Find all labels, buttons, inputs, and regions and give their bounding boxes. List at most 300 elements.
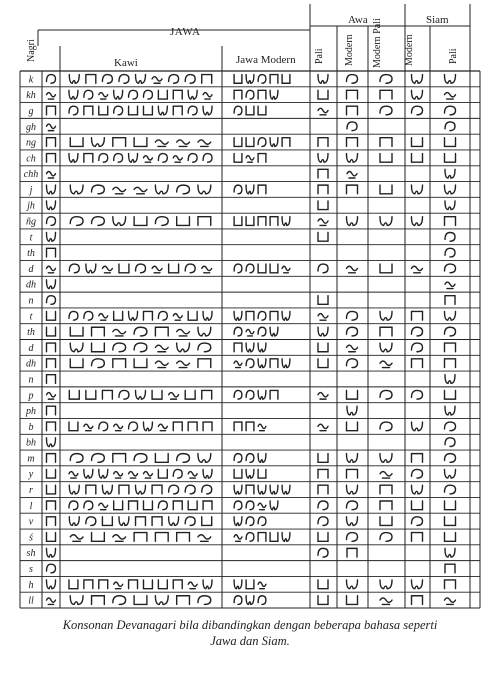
jawa-modern-glyph (246, 156, 254, 163)
kawi-glyph (203, 422, 212, 431)
nagri-glyph (47, 311, 56, 320)
siam-pali-glyph (445, 422, 456, 431)
jawa-modern-glyph (270, 359, 278, 368)
figure-caption-line-1: Konsonan Devanagari bila dibandingkan dengan beberapa bahasa seperti (62, 618, 438, 632)
awa-modern-glyph (347, 171, 357, 178)
nagri-glyph (47, 485, 56, 494)
kawi-glyph (119, 517, 129, 526)
siam-modern-glyph (412, 311, 423, 320)
kawi-glyph (92, 185, 105, 194)
siam-pali-glyph (445, 282, 455, 289)
awa-modern-glyph (347, 90, 358, 99)
awa-modern-glyph (347, 75, 358, 84)
kawi-glyph (155, 217, 168, 226)
nagri-glyph (47, 501, 56, 510)
kawi-glyph (69, 485, 79, 494)
row-label: r (29, 485, 33, 497)
jawa-modern-glyph (234, 517, 242, 526)
kawi-glyph (185, 390, 195, 399)
kawi-glyph (70, 327, 83, 336)
kawi-glyph (129, 472, 138, 479)
jawa-modern-glyph (246, 185, 254, 194)
row-label: v (28, 516, 34, 528)
nagri-glyph (47, 232, 56, 241)
nagri-glyph (47, 201, 56, 210)
nagri-glyph (47, 106, 56, 115)
kawi-glyph (177, 217, 190, 226)
siam-modern-glyph (412, 359, 423, 368)
awa-pali-glyph (318, 185, 328, 194)
jawa-modern-glyph (234, 311, 242, 320)
nagri-glyph (47, 185, 56, 194)
jawa-modern-glyph (258, 359, 266, 368)
siam-pali-glyph (445, 598, 456, 605)
kawi-glyph (158, 106, 167, 115)
kawi-glyph (69, 472, 78, 479)
row-label: ś (29, 532, 33, 544)
awa-modern-pali-glyph (380, 390, 392, 399)
jawa-modern-glyph (234, 264, 242, 273)
siam-pali-glyph (445, 564, 455, 573)
nagri-glyph (47, 296, 56, 305)
awa-modern-glyph (347, 548, 357, 557)
jawa-modern-glyph (270, 217, 278, 226)
jawa-modern-glyph (282, 138, 290, 147)
kawi-glyph (152, 485, 162, 494)
kawi-glyph (202, 266, 212, 273)
kawi-glyph (198, 535, 211, 542)
header-kawi: Kawi (114, 57, 138, 69)
kawi-glyph (114, 106, 123, 115)
kawi-glyph (84, 311, 93, 320)
kawi-glyph (169, 485, 179, 494)
siam-pali-glyph (445, 217, 456, 226)
jawa-modern-glyph (234, 185, 242, 194)
kawi-glyph (70, 217, 83, 226)
awa-pali-glyph (318, 343, 328, 352)
jawa-modern-glyph (234, 485, 242, 494)
nagri-glyph (47, 343, 56, 352)
figure-caption-line-2: Jawa dan Siam. (210, 634, 290, 648)
siam-modern-glyph (412, 517, 423, 526)
siam-pali-glyph (445, 154, 456, 163)
jawa-modern-glyph (258, 424, 266, 431)
jawa-modern-glyph (258, 217, 266, 226)
kawi-glyph (152, 390, 162, 399)
kawi-glyph (177, 533, 190, 542)
kawi-glyph (134, 359, 147, 368)
awa-pali-glyph (318, 75, 328, 84)
awa-pali-glyph (318, 424, 328, 431)
jawa-modern-glyph (258, 503, 266, 510)
nagri-glyph (47, 517, 56, 526)
kawi-glyph (173, 501, 182, 510)
nagri-glyph (47, 327, 56, 336)
kawi-glyph (173, 580, 182, 589)
header-jawa-modern: Jawa Modern (236, 54, 296, 66)
row-label: dh (26, 279, 36, 291)
awa-modern-glyph (347, 533, 358, 542)
kawi-glyph (188, 90, 197, 99)
jawa-modern-glyph (246, 359, 254, 368)
jawa-modern-glyph (282, 217, 290, 226)
awa-modern-pali-glyph (380, 517, 392, 526)
kawi-glyph (86, 390, 96, 399)
jawa-modern-glyph (234, 361, 242, 368)
awa-modern-glyph (347, 406, 357, 415)
row-label: d (28, 263, 34, 275)
jawa-modern-glyph (270, 264, 278, 273)
siam-modern-glyph (412, 90, 423, 99)
row-label: dh (26, 358, 36, 370)
siam-pali-glyph (445, 390, 456, 399)
siam-modern-glyph (412, 327, 423, 336)
siam-pali-glyph (445, 580, 456, 589)
jawa-modern-glyph (258, 185, 266, 194)
jawa-modern-glyph (234, 469, 242, 478)
awa-modern-glyph (347, 485, 358, 494)
awa-pali-glyph (318, 232, 328, 241)
jawa-modern-glyph (246, 469, 254, 478)
jawa-modern-glyph (258, 343, 266, 352)
jawa-modern-glyph (246, 138, 254, 147)
kawi-glyph (155, 596, 168, 605)
kawi-glyph (69, 90, 78, 99)
kawi-glyph (70, 185, 83, 194)
awa-pali-glyph (318, 138, 328, 147)
kawi-glyph (136, 485, 146, 494)
jawa-modern-glyph (258, 533, 266, 542)
kawi-glyph (143, 501, 152, 510)
kawi-glyph (158, 424, 167, 431)
kawi-glyph (102, 75, 112, 84)
row-label: ñg (26, 216, 36, 228)
kawi-glyph (70, 138, 83, 147)
siam-pali-glyph (445, 469, 456, 478)
kawi-glyph (70, 535, 83, 542)
row-label: h (28, 579, 34, 591)
kawi-glyph (84, 90, 93, 99)
jawa-modern-glyph (234, 75, 242, 84)
siam-pali-glyph (445, 548, 455, 557)
kawi-glyph (143, 580, 152, 589)
jawa-modern-glyph (258, 390, 266, 399)
kawi-glyph (69, 422, 78, 431)
row-label: kh (26, 90, 36, 102)
kawi-glyph (177, 361, 190, 368)
kawi-glyph (173, 314, 182, 321)
jawa-modern-glyph (270, 75, 278, 84)
awa-modern-glyph (347, 517, 358, 526)
siam-modern-glyph (412, 185, 423, 194)
kawi-glyph (113, 535, 126, 542)
kawi-glyph (136, 264, 146, 273)
siam-modern-glyph (412, 454, 423, 463)
kawi-glyph (114, 90, 123, 99)
awa-pali-glyph (318, 201, 328, 210)
siam-pali-glyph (445, 359, 456, 368)
kawi-glyph (86, 264, 96, 273)
awa-pali-glyph (318, 501, 328, 510)
nagri-glyph (47, 280, 56, 289)
row-label: g (28, 105, 34, 117)
jawa-modern-glyph (270, 485, 278, 494)
kawi-glyph (136, 390, 146, 399)
kawi-glyph (102, 390, 112, 399)
nagri-glyph (47, 138, 56, 147)
kawi-glyph (134, 596, 147, 605)
jawa-modern-glyph (258, 327, 266, 336)
nagri-glyph (47, 548, 56, 557)
awa-modern-pali-glyph (380, 598, 392, 605)
siam-modern-glyph (412, 75, 423, 84)
row-label: s (29, 563, 33, 575)
awa-modern-glyph (347, 217, 358, 226)
nagri-glyph (47, 422, 56, 431)
siam-modern-glyph (412, 390, 423, 399)
nagri-glyph (47, 217, 56, 226)
jawa-modern-glyph (246, 329, 254, 336)
jawa-modern-glyph (234, 327, 242, 336)
kawi-glyph (203, 93, 212, 100)
kawi-glyph (69, 390, 79, 399)
kawi-glyph (198, 359, 211, 368)
jawa-modern-glyph (246, 580, 254, 589)
awa-modern-glyph (347, 327, 358, 336)
kawi-glyph (99, 106, 108, 115)
row-label: gh (26, 121, 36, 133)
siam-modern-glyph (412, 154, 423, 163)
jawa-modern-glyph (258, 469, 266, 478)
jawa-modern-glyph (246, 596, 254, 605)
nagri-glyph (47, 359, 56, 368)
jawa-modern-glyph (246, 390, 254, 399)
nagri-glyph (47, 454, 56, 463)
jawa-modern-glyph (258, 90, 266, 99)
kawi-glyph (129, 422, 138, 431)
kawi-glyph (113, 596, 126, 605)
kawi-glyph (198, 327, 211, 336)
jawa-modern-glyph (258, 75, 266, 84)
awa-modern-pali-glyph (380, 327, 392, 336)
kawi-glyph (102, 517, 112, 526)
kawi-glyph (158, 580, 167, 589)
kawi-glyph (99, 580, 108, 589)
kawi-glyph (114, 501, 123, 510)
jawa-modern-glyph (282, 485, 290, 494)
nagri-glyph (47, 75, 56, 84)
awa-modern-glyph (347, 580, 358, 589)
kawi-glyph (158, 90, 167, 99)
row-label: ph (26, 406, 36, 418)
jawa-modern-glyph (282, 533, 290, 542)
kawi-glyph (114, 154, 123, 163)
row-label: k (28, 74, 34, 86)
awa-pali-glyph (318, 108, 328, 115)
kawi-glyph (113, 359, 126, 368)
nagri-glyph (47, 393, 56, 400)
kawi-glyph (99, 469, 108, 478)
jawa-modern-glyph (282, 359, 290, 368)
awa-modern-glyph (347, 390, 358, 399)
kawi-glyph (129, 154, 138, 163)
jawa-modern-glyph (258, 138, 266, 147)
kawi-glyph (185, 75, 195, 84)
kawi-glyph (152, 77, 162, 84)
siam-modern-glyph (412, 485, 423, 494)
siam-pali-glyph (445, 122, 455, 131)
kawi-glyph (84, 469, 93, 478)
kawi-glyph (177, 185, 190, 194)
siam-pali-glyph (445, 406, 455, 415)
awa-modern-pali-glyph (380, 485, 392, 494)
jawa-modern-glyph (258, 454, 266, 463)
jawa-modern-glyph (282, 311, 290, 320)
jawa-modern-glyph (246, 217, 254, 226)
awa-modern-pali-glyph (380, 154, 392, 163)
awa-modern-glyph (347, 501, 358, 510)
jawa-modern-glyph (234, 106, 242, 115)
jawa-modern-glyph (234, 138, 242, 147)
awa-pali-glyph (318, 296, 328, 305)
kawi-glyph (136, 75, 146, 84)
awa-pali-glyph (318, 154, 328, 163)
kawi-glyph (143, 422, 152, 431)
kawi-glyph (86, 75, 96, 84)
kawi-glyph (69, 75, 79, 84)
siam-pali-glyph (445, 93, 456, 100)
kawi-glyph (129, 90, 138, 99)
kawi-glyph (188, 501, 197, 510)
jawa-modern-glyph (246, 517, 254, 526)
siam-pali-glyph (445, 485, 456, 494)
awa-modern-pali-glyph (380, 75, 392, 84)
kawi-glyph (188, 154, 197, 163)
kawi-glyph (158, 469, 167, 478)
kawi-glyph (155, 361, 168, 368)
kawi-glyph (202, 390, 212, 399)
nagri-glyph (47, 93, 56, 100)
kawi-glyph (198, 596, 211, 605)
kawi-glyph (113, 329, 126, 336)
kawi-glyph (113, 343, 126, 352)
header-jawa: JAWA (170, 26, 201, 38)
row-label: l (29, 500, 33, 512)
siam-modern-glyph (412, 266, 423, 273)
kawi-glyph (203, 106, 212, 115)
jawa-modern-glyph (270, 90, 278, 99)
header-pali-siam: Pali (448, 48, 459, 64)
kawi-glyph (188, 472, 197, 479)
siam-modern-glyph (412, 501, 423, 510)
header-modern-pali: Modern Pali (372, 18, 383, 68)
awa-pali-glyph (318, 580, 328, 589)
siam-modern-glyph (412, 533, 423, 542)
kawi-glyph (185, 264, 195, 273)
awa-modern-pali-glyph (380, 533, 392, 542)
row-label: t (29, 311, 33, 323)
siam-pali-glyph (445, 106, 456, 115)
jawa-modern-glyph (246, 422, 254, 431)
kawi-glyph (173, 156, 182, 163)
siam-pali-glyph (445, 169, 455, 178)
awa-modern-pali-glyph (380, 311, 392, 320)
row-label: j (29, 184, 33, 196)
awa-pali-glyph (318, 169, 328, 178)
jawa-modern-glyph (234, 343, 242, 352)
kawi-glyph (129, 311, 138, 320)
kawi-glyph (198, 217, 211, 226)
kawi-glyph (188, 106, 197, 115)
kawi-glyph (84, 424, 93, 431)
siam-pali-glyph (445, 264, 456, 273)
awa-modern-pali-glyph (380, 106, 392, 115)
kawi-glyph (143, 106, 152, 115)
kawi-glyph (198, 343, 211, 352)
kawi-glyph (70, 359, 83, 368)
kawi-glyph (92, 359, 105, 368)
jawa-modern-glyph (234, 90, 242, 99)
kawi-glyph (203, 580, 212, 589)
header-nagri: Nagri (26, 39, 37, 62)
kawi-glyph (99, 93, 108, 100)
siam-pali-glyph (445, 311, 456, 320)
kawi-glyph (84, 501, 93, 510)
kawi-glyph (177, 329, 190, 336)
siam-modern-glyph (412, 217, 423, 226)
row-label: ll (28, 595, 34, 607)
kawi-glyph (177, 343, 190, 352)
siam-pali-glyph (445, 185, 456, 194)
jawa-modern-glyph (234, 454, 242, 463)
kawi-glyph (113, 187, 126, 194)
jawa-modern-glyph (234, 596, 242, 605)
kawi-glyph (92, 533, 105, 542)
awa-modern-pali-glyph (380, 138, 392, 147)
kawi-glyph (86, 485, 96, 494)
row-label: n (28, 295, 34, 307)
kawi-glyph (185, 517, 195, 526)
jawa-modern-glyph (258, 582, 266, 589)
jawa-modern-glyph (234, 535, 242, 542)
kawi-glyph (92, 596, 105, 605)
row-label: y (28, 469, 34, 481)
kawi-glyph (155, 533, 168, 542)
kawi-glyph (155, 140, 168, 147)
jawa-modern-glyph (270, 533, 278, 542)
awa-modern-pali-glyph (380, 90, 392, 99)
kawi-glyph (84, 106, 93, 115)
kawi-glyph (134, 327, 147, 336)
jawa-modern-glyph (270, 138, 278, 147)
kawi-glyph (169, 264, 179, 273)
kawi-glyph (114, 424, 123, 431)
kawi-glyph (143, 90, 152, 99)
nagri-glyph (47, 375, 56, 384)
awa-modern-pali-glyph (380, 501, 392, 510)
siam-modern-glyph (412, 596, 423, 605)
siam-pali-glyph (445, 454, 456, 463)
header-siam: Siam (426, 14, 449, 26)
kawi-glyph (198, 454, 211, 463)
jawa-modern-glyph (246, 485, 254, 494)
awa-modern-glyph (347, 185, 358, 194)
kawi-glyph (169, 393, 179, 400)
kawi-glyph (134, 187, 147, 194)
awa-pali-glyph (318, 533, 328, 542)
row-label: ng (26, 137, 36, 149)
jawa-modern-glyph (246, 454, 254, 463)
